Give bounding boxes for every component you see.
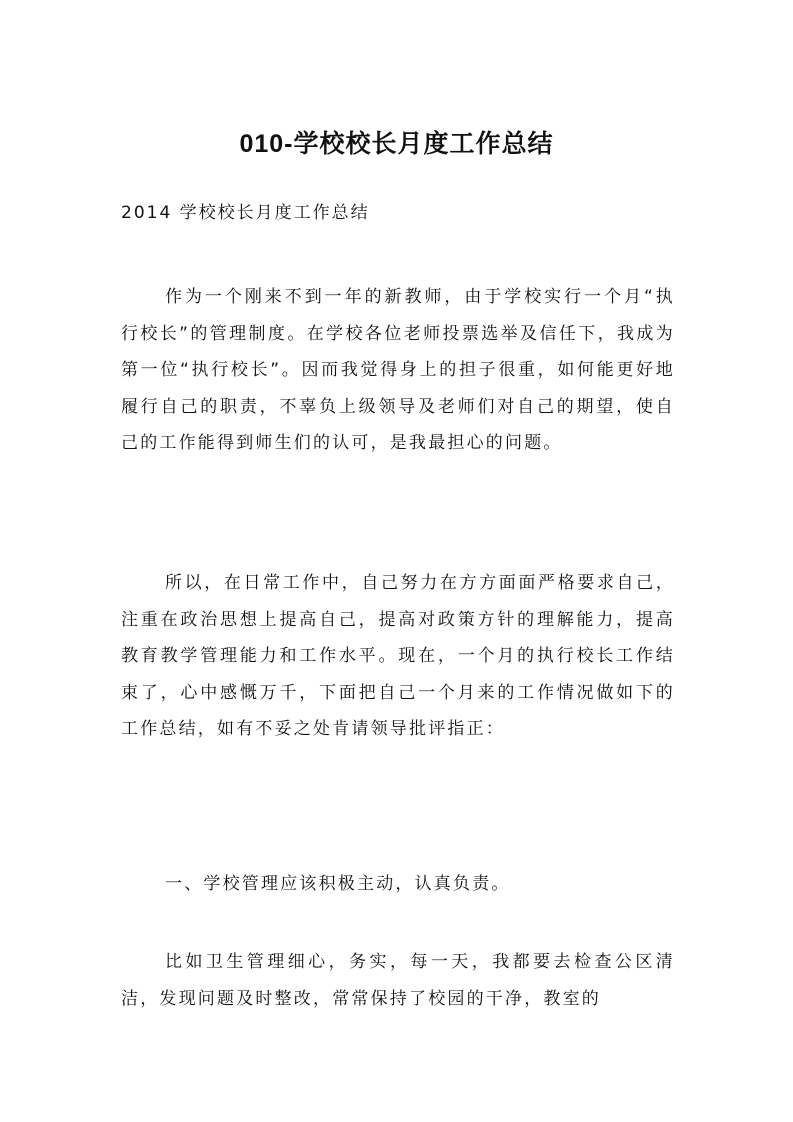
document-title: 010-学校校长月度工作总结 (239, 130, 554, 158)
paragraph-work-overview: 所以，在日常工作中，自己努力在方方面面严格要求自己，注重在政治思想上提高自己，提高对政策方针的理解能力，提高教育教学管理能力和工作水平。现在，一个月的执行校长工作结束了，心中感慨万千，下面把自己一个月来的工作情况做如下的工作总结，如有不妥之处肯请领导批评指正： (121, 573, 675, 739)
paragraph-hygiene: 比如卫生管理细心，务实，每一天，我都要去检查公区清洁，发现问题及时整改，常常保持了校园的干净，教室的 (121, 952, 675, 1009)
section-heading-management: 一、学校管理应该积极主动，认真负责。 (165, 874, 511, 894)
document-subtitle: 2014 学校校长月度工作总结 (121, 203, 370, 223)
paragraph-intro: 作为一个刚来不到一年的新教师，由于学校实行一个月“执行校长”的管理制度。在学校各位老师投票选举及信任下，我成为第一位“执行校长”。因而我觉得身上的担子很重，如何能更好地履行自己的职责，不辜负上级领导及老师们对自己的期望，使自己的工作能得到师生们的认可，是我最担心的问题。 (121, 287, 675, 453)
